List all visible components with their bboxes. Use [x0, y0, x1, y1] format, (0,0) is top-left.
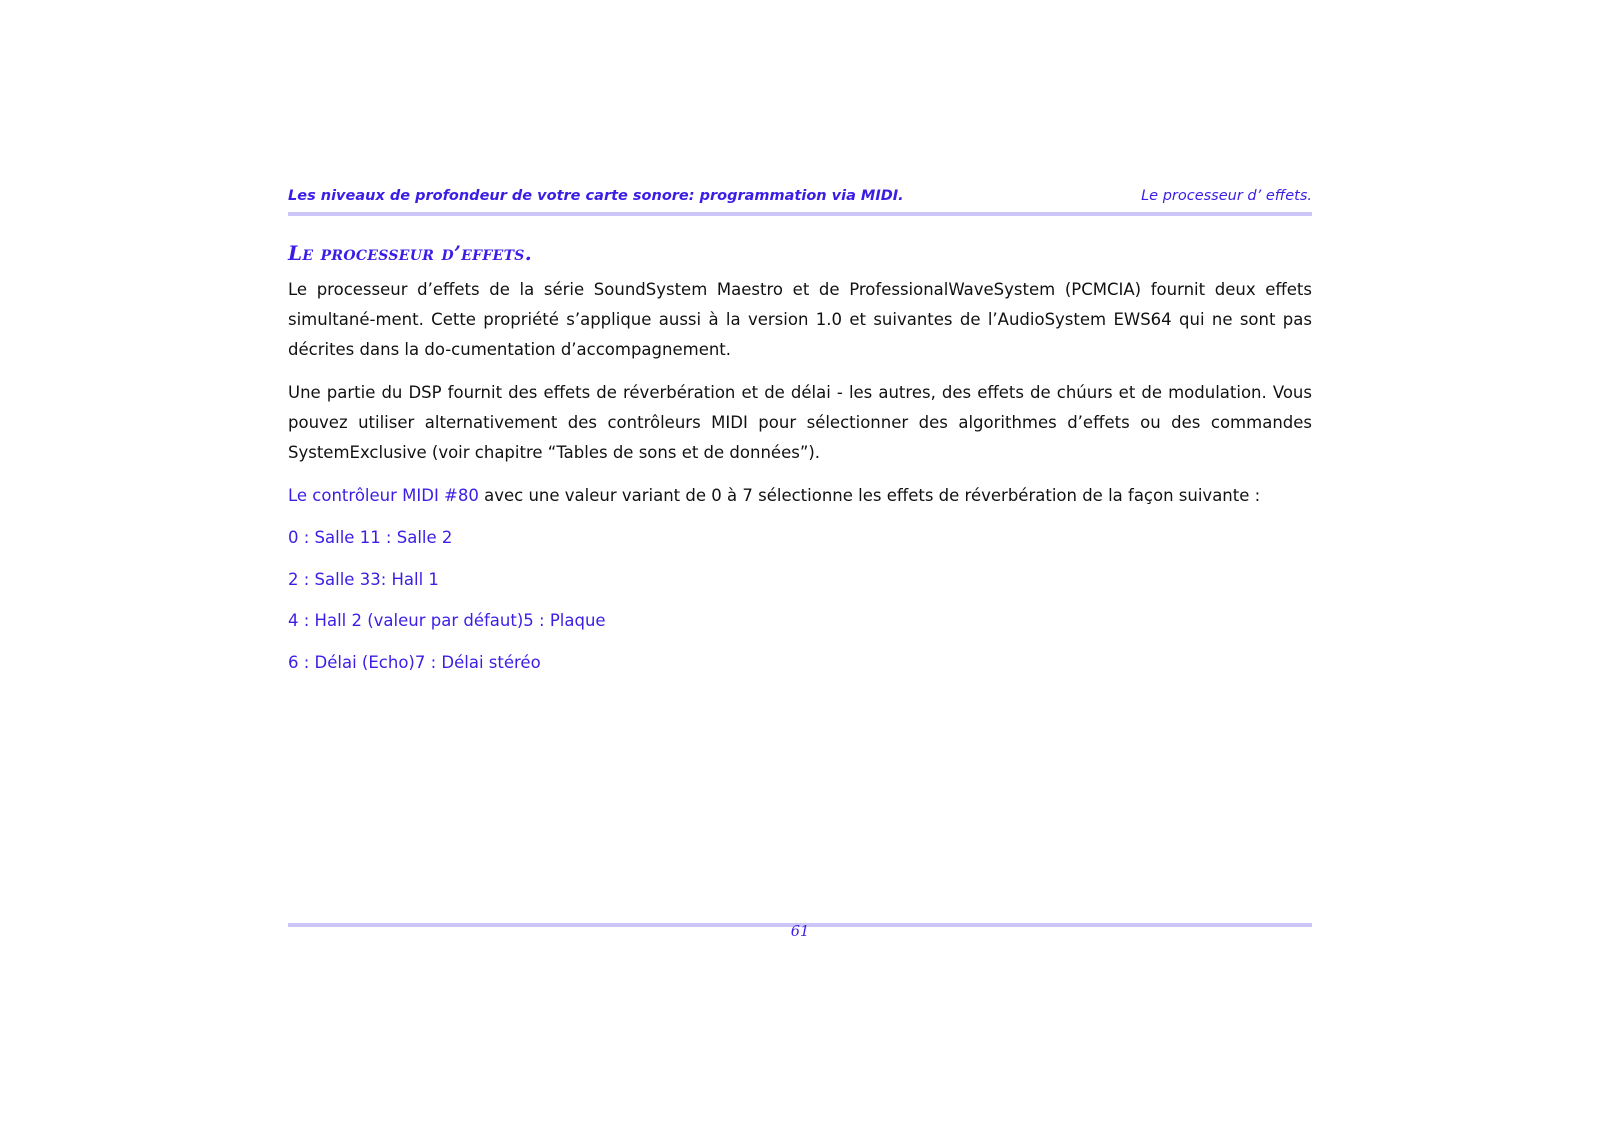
list-item[interactable]: 2 : Salle 33: Hall 1 — [288, 570, 439, 589]
header-section-title: Le processeur d’ effets. — [1141, 188, 1312, 204]
list-item[interactable]: 6 : Délai (Echo)7 : Délai stéréo — [288, 653, 541, 672]
header-rule — [288, 212, 1312, 216]
paragraph-2: Une partie du DSP fournit des effets de réverbération et de délai - les autres, des effets de chúurs et de modulation. Vous pouvez utiliser alternativement des contrôleurs MIDI pour sélectionner des algorithmes d’effets ou des commandes SystemExclusive (voir chapitre “Tables de sons et de données”). — [288, 383, 1312, 462]
midi-controller-link[interactable]: Le contrôleur MIDI #80 — [288, 486, 479, 505]
paragraph-3-text: avec une valeur variant de 0 à 7 sélectionne les effets de réverbération de la façon suivante : — [478, 486, 1261, 505]
paragraph-1: Le processeur d’effets de la série SoundSystem Maestro et de ProfessionalWaveSystem (PCMCIA) fournit deux effets simultané-ment. Cette propriété s’applique aussi à la version 1.0 et suivantes de l’AudioSystem EWS64 qui ne sont pas décrites dans la do-cumentation d’accompagnement. — [288, 280, 1312, 359]
page-number: 61 — [790, 924, 810, 940]
list-item[interactable]: 0 : Salle 11 : Salle 2 — [288, 528, 453, 547]
running-header — [288, 188, 1312, 212]
header-chapter-title: Les niveaux de profondeur de votre carte sonore: programmation via MIDI. — [288, 188, 904, 204]
section-heading: Le processeur d’effets. — [288, 241, 532, 265]
paragraph-3 — [288, 481, 1312, 511]
document-page — [288, 0, 1312, 1131]
list-item[interactable]: 4 : Hall 2 (valeur par défaut)5 : Plaque — [288, 611, 606, 630]
